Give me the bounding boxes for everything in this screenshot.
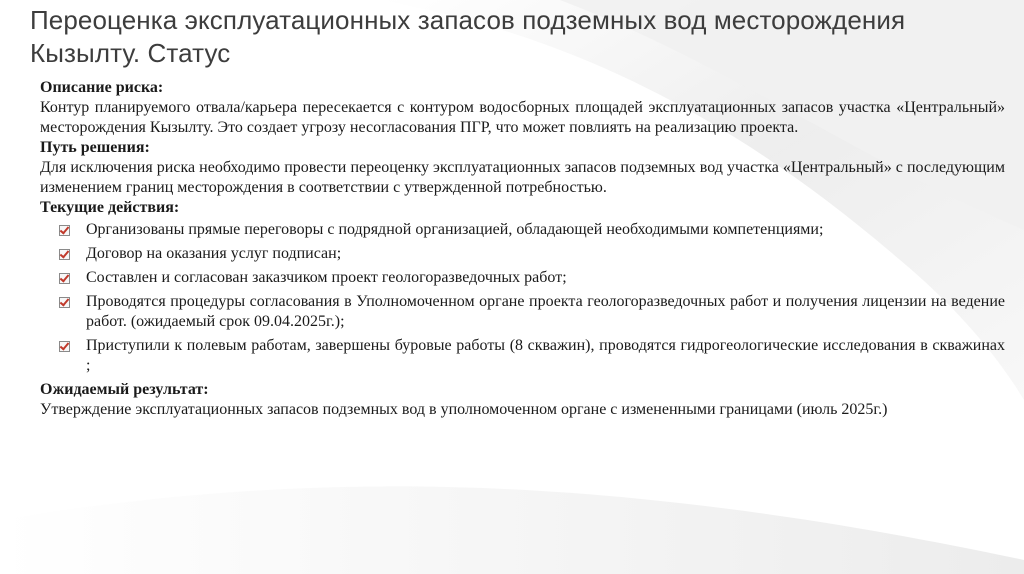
- actions-heading: Текущие действия:: [40, 199, 180, 216]
- checkbox-bullet-icon: [59, 273, 70, 284]
- list-item: [40, 220, 1005, 240]
- result-text: Утверждение эксплуатационных запасов подземных вод в уполномоченном органе с измененными границами (июль 2025г.): [40, 401, 888, 418]
- list-item: [40, 244, 1005, 264]
- solution-text: Для исключения риска необходимо провести переоценку эксплуатационных запасов подземных вод участка «Центральный» с последующим изменением границ месторождения в соответствии с утвержденной потребностью.: [40, 159, 1005, 196]
- list-item: [40, 268, 1005, 288]
- checkbox-bullet-icon: [59, 249, 70, 260]
- checkbox-bullet-icon: [59, 341, 70, 352]
- checkbox-bullet-icon: [59, 225, 70, 236]
- page-title: Переоценка эксплуатационных запасов подземных вод месторождения Кызылту. Статус: [30, 5, 906, 68]
- actions-list: [40, 220, 1005, 376]
- list-item-text: Проводятся процедуры согласования в Уполномоченном органе проекта геологоразведочных работ и получения лицензии на ведение работ. (ожидаемый срок 09.04.2025г.);: [86, 293, 1005, 330]
- checkbox-bullet-icon: [59, 297, 70, 308]
- slide-content: [40, 78, 1005, 420]
- risk-heading: Описание риска:: [40, 79, 164, 96]
- list-item: [40, 336, 1005, 376]
- list-item-text: Договор на оказания услуг подписан;: [86, 245, 342, 262]
- list-item-text: Составлен и согласован заказчиком проект геологоразведочных работ;: [86, 269, 567, 286]
- list-item-text: Приступили к полевым работам, завершены буровые работы (8 скважин), проводятся гидрогеологические исследования в скважинах ;: [86, 337, 1005, 374]
- risk-text: Контур планируемого отвала/карьера пересекается с контуром водосборных площадей эксплуатационных запасов участка «Центральный» месторождения Кызылту. Это создает угрозу несогласования ПГР, что может повлиять на реализацию проекта.: [40, 99, 1005, 136]
- result-heading: Ожидаемый результат:: [40, 381, 209, 398]
- solution-heading: Путь решения:: [40, 139, 150, 156]
- list-item-text: Организованы прямые переговоры с подрядной организацией, обладающей необходимыми компетенциями;: [86, 221, 824, 238]
- list-item: [40, 292, 1005, 332]
